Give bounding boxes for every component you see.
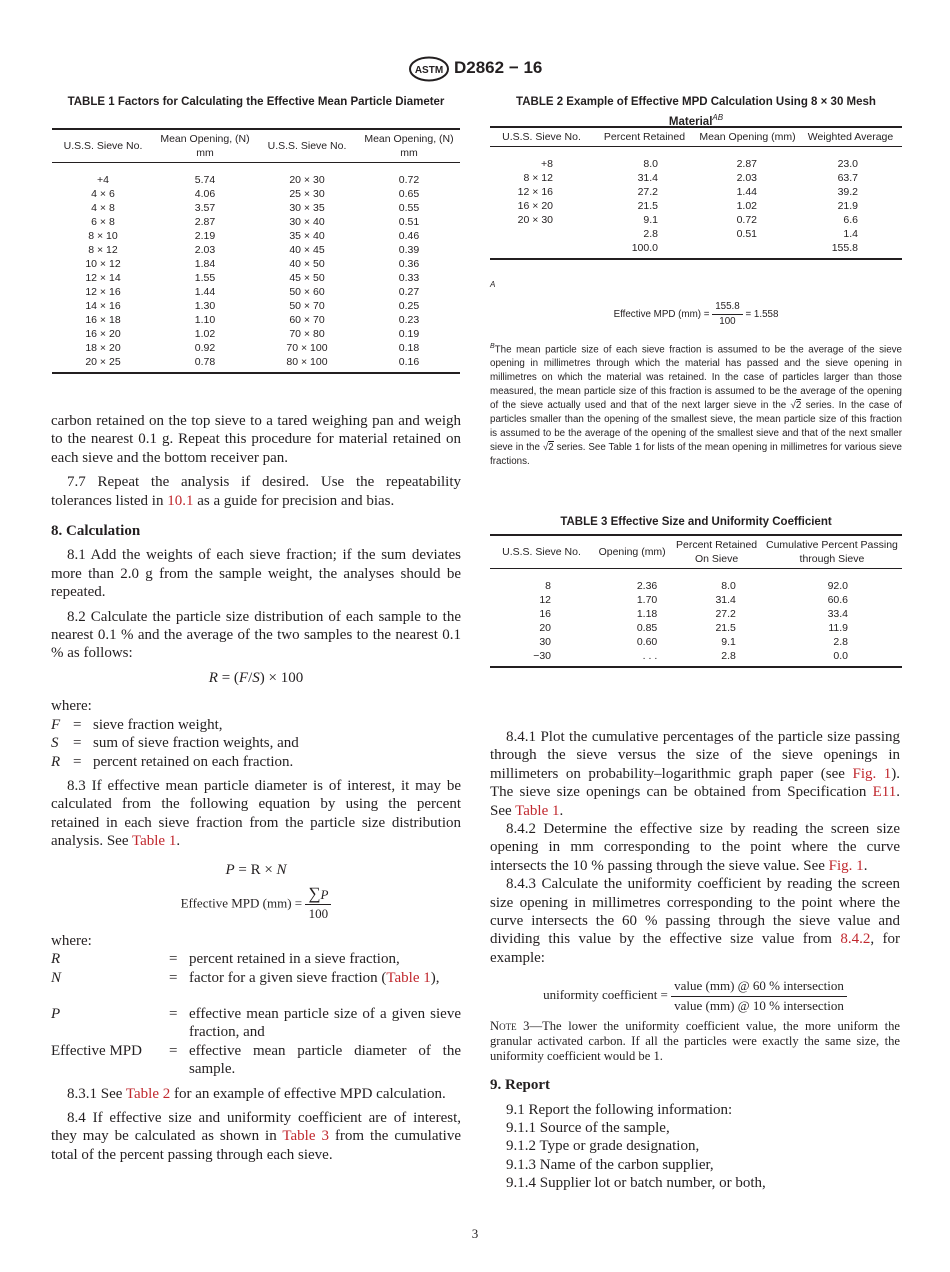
table-cell: 12 × 14 <box>85 272 121 284</box>
eq-slash: / <box>248 669 253 686</box>
table-cell: 11.9 <box>828 622 848 634</box>
table-cell: 9.1 <box>721 636 736 648</box>
table-cell: 0.51 <box>736 228 757 240</box>
where-equals: = <box>73 716 82 733</box>
where-item <box>51 1042 461 1079</box>
paragraph-8-3-1 <box>51 1085 461 1103</box>
eq-mpd-denominator: 100 <box>308 906 329 922</box>
table1-header: U.S.S. Sieve No. <box>52 129 154 163</box>
paragraph-7-7 <box>51 473 461 510</box>
paragraph-8-4-3 <box>490 875 900 967</box>
table-cell: 0.60 <box>636 636 658 648</box>
formula-numerator: 155.8 <box>712 300 743 315</box>
table-cell: 20 × 30 <box>289 174 325 186</box>
uniformity-eq-lhs: uniformity coefficient = <box>543 987 668 1003</box>
eq-mpd-lhs: Effective MPD (mm) = <box>180 895 303 911</box>
table3-header: U.S.S. Sieve No. <box>490 535 593 569</box>
eq-var-p: P <box>225 861 235 878</box>
table3-header: Percent Retained On Sieve <box>671 535 762 569</box>
table-cell: 27.2 <box>637 186 658 198</box>
table2-row <box>490 171 902 185</box>
table-cell: 2.03 <box>194 244 216 256</box>
right-column <box>490 728 900 1193</box>
table-cell <box>696 241 799 259</box>
table-cell: 1.02 <box>194 328 216 340</box>
formula-lhs: Effective MPD (mm) = <box>613 309 710 321</box>
table-cell: 3.57 <box>194 202 216 214</box>
table-cell: 10 × 12 <box>85 258 121 270</box>
table-cell: 8 <box>545 580 551 592</box>
table-cell: 0.85 <box>636 622 658 634</box>
table3 <box>490 534 902 668</box>
table-3-link[interactable]: Table 3 <box>282 1128 329 1145</box>
where-key: S <box>51 735 59 752</box>
table-1-link[interactable]: Table 1 <box>131 833 177 850</box>
table1-row <box>52 173 460 187</box>
where-key: R <box>51 951 61 968</box>
eq-var-n: N <box>276 861 287 878</box>
table2-footnote-b <box>490 340 902 469</box>
footnote-b-part3: series. See Table 1 for lists of the mean opening in millimetres for various sieve fractions. <box>490 442 902 468</box>
left-column <box>51 412 461 1164</box>
table1-row <box>52 341 460 355</box>
where-label: where: <box>51 698 92 715</box>
table2-footnote-a-label: A <box>490 280 496 289</box>
where-value-text: factor for a given sieve fraction ( <box>189 969 387 986</box>
table2-header: U.S.S. Sieve No. <box>490 127 593 147</box>
table-cell: 0.18 <box>398 342 420 354</box>
where-key: R <box>51 753 61 770</box>
eq-var-f: F <box>238 669 249 686</box>
where-item <box>51 716 461 734</box>
where-item <box>51 950 461 968</box>
table1-row <box>52 187 460 201</box>
table-cell: 60 × 70 <box>289 314 325 326</box>
table-cell: 20 × 25 <box>52 355 154 373</box>
table-cell: 2.03 <box>736 172 757 184</box>
table-cell: 2.8 <box>833 636 848 648</box>
paragraph-9-1-3: 9.1.3 Name of the carbon supplier, <box>506 1156 714 1173</box>
table3-row <box>490 607 902 621</box>
table-cell: 1.30 <box>194 300 216 312</box>
footnote-b-part1: The mean particle size of each sieve fraction is assumed to be the average of the sieve opening in millimetres through which the material has passed and the sieve opening in millimetres on which the material was retained. In the case of particles larger than those measured, the mean particle size of this fraction is assumed to be the average of the opening of the sieve actually used and that of the next larger sieve in the <box>490 344 902 412</box>
table-cell: 35 × 40 <box>289 230 325 242</box>
table3-header: Opening (mm) <box>593 535 671 569</box>
where-equals: = <box>169 1005 178 1022</box>
table-cell: 21.9 <box>837 200 858 212</box>
table-cell: 0.92 <box>194 342 216 354</box>
table-cell: 4 × 6 <box>91 188 115 200</box>
where-equals: = <box>73 753 82 770</box>
table-cell: 1.18 <box>636 608 658 620</box>
where-value <box>189 969 461 987</box>
uniformity-numerator: value (mm) @ 60 % intersection <box>671 977 847 996</box>
eq-text: ) × 100 <box>259 669 304 686</box>
table-cell: 30 <box>539 636 551 648</box>
table2 <box>490 126 902 260</box>
table-cell: 155.8 <box>799 241 902 259</box>
table-cell: 92.0 <box>827 580 848 592</box>
table-cell: 6 × 8 <box>91 216 115 228</box>
table1-header: U.S.S. Sieve No. <box>256 129 358 163</box>
table2-header: Percent Retained <box>593 127 696 147</box>
equation-mpd <box>51 885 461 924</box>
table-cell: +4 <box>97 174 109 186</box>
paragraph-continued: carbon retained on the top sieve to a tared weighing pan and weigh to the nearest 0.1 g. Repeat this procedure for material retained on each sieve and the bottom receiver pan. <box>51 413 461 466</box>
table1-row <box>52 257 460 271</box>
table3-row <box>490 621 902 635</box>
table-cell: 33.4 <box>827 608 848 620</box>
where-value: effective mean particle size of a given sieve fraction, and <box>189 1005 461 1041</box>
paragraph-9-1-4: 9.1.4 Supplier lot or batch number, or both, <box>506 1175 766 1192</box>
table1-row <box>52 313 460 327</box>
paragraph-8-3-1-text: 8.3.1 See <box>67 1085 123 1102</box>
table2-caption-text: TABLE 2 Example of Effective MPD Calculation Using 8 × 30 Mesh Material <box>516 96 876 128</box>
table1-header: Mean Opening, (N) mm <box>154 129 256 163</box>
table2-formula <box>490 300 902 329</box>
equation-p <box>51 861 461 879</box>
table-cell: 63.7 <box>837 172 858 184</box>
eq-var-s: S <box>252 669 260 686</box>
where-list-2 <box>51 950 461 1078</box>
paragraph-8-4-2-text: . <box>863 857 868 874</box>
where-key: N <box>51 969 62 986</box>
table-cell: 12 <box>539 594 551 606</box>
table-cell: 4.06 <box>194 188 216 200</box>
where-value: sum of sieve fraction weights, and <box>93 735 299 752</box>
paragraph-8-4-1-text: ). The sieve size openings can be obtained from Specification <box>490 765 901 801</box>
figure-1-link[interactable]: Fig. 1 <box>828 857 864 874</box>
logo-text: ASTM <box>414 65 444 76</box>
where-list-1 <box>51 716 461 771</box>
table-cell: 0.55 <box>398 202 420 214</box>
uniformity-denominator: value (mm) @ 10 % intersection <box>674 997 844 1013</box>
table-cell: 16 × 20 <box>85 328 121 340</box>
where-item <box>51 969 461 987</box>
table-cell: 30 × 40 <box>289 216 325 228</box>
paragraph-8-3-1-text: for an example of effective MPD calculation. <box>174 1085 446 1102</box>
paragraph-8-1: 8.1 Add the weights of each sieve fraction; if the sum deviates more than 2.0 g from the sample weight, the analyses should be repeated. <box>51 547 461 601</box>
table-cell: 0.72 <box>398 174 420 186</box>
table-cell: 0.27 <box>398 286 420 298</box>
table2-row <box>490 213 902 227</box>
sqrt-symbol: √ <box>542 442 549 454</box>
table-cell: 14 × 16 <box>85 300 121 312</box>
paragraph-8-4-1 <box>490 728 900 820</box>
table-cell: . . . <box>593 649 671 667</box>
section-9-title: 9. Report <box>490 1077 550 1094</box>
table-cell <box>490 241 593 259</box>
table-cell: 0.19 <box>398 328 420 340</box>
paragraph-8-4-text: from the cumulative total of the percent passing through each sieve. <box>51 1128 461 1163</box>
where-key: P <box>51 1005 61 1022</box>
table-cell: 39.2 <box>837 186 858 198</box>
table1-row <box>52 215 460 229</box>
eq-var-r: R <box>208 669 218 686</box>
table1-row <box>52 355 460 373</box>
sqrt-value: 2 <box>795 400 802 412</box>
table-cell: 30 × 35 <box>289 202 325 214</box>
table3-row <box>490 593 902 607</box>
paragraph-8-4-1-text: 8.4.1 Plot the cumulative percentages of the particle size passing through the sieve versus the size of the sieve openings in millimeters on probability–logarithmic graph paper (see <box>490 729 900 782</box>
table-cell: 60.6 <box>827 594 848 606</box>
table-cell: 0.65 <box>398 188 420 200</box>
table-cell: 2.87 <box>194 216 216 228</box>
where-item <box>51 1005 461 1042</box>
paragraph-8-4 <box>51 1109 461 1164</box>
table-cell: 1.44 <box>736 186 757 198</box>
where-item <box>51 734 461 752</box>
table-cell: 50 × 60 <box>289 286 325 298</box>
spacer-row <box>52 163 460 174</box>
paragraph-9-1: 9.1 Report the following information: <box>506 1101 733 1118</box>
sqrt-symbol: √ <box>790 400 796 412</box>
table-cell: 12 × 16 <box>85 286 121 298</box>
uniformity-fraction <box>671 977 847 1015</box>
table-cell: 70 × 100 <box>286 342 328 354</box>
table-cell: 0.39 <box>398 244 420 256</box>
sqrt-value: 2 <box>548 442 554 454</box>
where-value: percent retained on each fraction. <box>93 753 294 770</box>
astm-logo-icon <box>408 56 450 82</box>
where-equals: = <box>73 735 82 752</box>
table-cell: 1.84 <box>194 258 216 270</box>
where-item <box>51 753 461 771</box>
spacer-row <box>490 147 902 158</box>
where-equals: = <box>169 969 178 986</box>
paragraph-8-3-text: . <box>176 833 181 850</box>
table-1-link[interactable]: Table 1 <box>515 802 560 819</box>
paragraph-8-4-2-text: 8.4.2 Determine the effective size by reading the screen size opening in mm corresponding to the point where the curve intersects the 10 % passing through the sieve value. See <box>490 821 900 874</box>
table-cell: 0.78 <box>154 355 256 373</box>
table3-header: Cumulative Percent Passing through Sieve <box>762 535 902 569</box>
table-cell: 20 <box>539 622 551 634</box>
table1-caption: TABLE 1 Factors for Calculating the Effective Mean Particle Diameter <box>67 96 445 108</box>
paragraph-8-4-2 <box>490 820 900 875</box>
table3-row <box>490 649 902 667</box>
uniformity-equation <box>490 977 900 1015</box>
table-cell: 1.02 <box>736 200 757 212</box>
table2-header: Mean Opening (mm) <box>696 127 799 147</box>
formula-denominator: 100 <box>719 316 736 327</box>
paragraph-7-7-text: 7.7 Repeat the analysis if desired. Use the repeatability tolerances listed in <box>51 474 461 509</box>
table-cell: 2.87 <box>736 158 757 170</box>
table-2-link[interactable]: Table 2 <box>125 1085 171 1102</box>
note-text: —The lower the uniformity coefficient value, the more uniform the granular activated carbon. If all the particles were exactly the same size, the uniformity coefficient would be 1. <box>490 1019 900 1064</box>
table-cell: 5.74 <box>194 174 216 186</box>
table-cell: 1.55 <box>194 272 216 284</box>
table-cell: 8 × 12 <box>88 244 118 256</box>
table-cell: 2.8 <box>671 649 762 667</box>
table1-row <box>52 243 460 257</box>
table-cell: +8 <box>541 158 553 170</box>
paragraph-9-1-2: 9.1.2 Type or grade designation, <box>506 1138 700 1155</box>
table-cell: 31.4 <box>715 594 736 606</box>
section-8-4-2-link[interactable]: 8.4.2 <box>840 931 871 948</box>
table-cell: 1.10 <box>194 314 216 326</box>
table-cell: 0.33 <box>398 272 420 284</box>
where-key: F <box>51 716 61 733</box>
table-1-link[interactable]: Table 1 <box>386 969 431 986</box>
table2-caption-footnote-ref: AB <box>712 113 724 122</box>
footnote-b-label: B <box>490 343 495 350</box>
eq-text: = ( <box>221 669 239 686</box>
eq-mpd-numerator <box>305 885 331 905</box>
table-cell: 16 × 18 <box>85 314 121 326</box>
table-cell: 16 × 20 <box>517 200 553 212</box>
table1-row <box>52 201 460 215</box>
table3-row <box>490 635 902 649</box>
table-cell: 4 × 8 <box>91 202 115 214</box>
table-cell: 0.36 <box>398 258 420 270</box>
where-value: sieve fraction weight, <box>93 716 223 733</box>
table-cell: 27.2 <box>715 608 736 620</box>
paragraph-8-2: 8.2 Calculate the particle size distribution of each sample to the nearest 0.1 % and the average of the two samples to the nearest 0.1 % as follows: <box>51 608 461 662</box>
where-value: percent retained in a sieve fraction, <box>189 951 400 968</box>
formula-fraction <box>712 300 743 329</box>
table2-row <box>490 227 902 241</box>
paragraph-8-4-1-text: . <box>559 802 564 819</box>
table-cell: 2.36 <box>636 580 658 592</box>
table-cell: 8.0 <box>643 158 658 170</box>
table-cell: 23.0 <box>837 158 858 170</box>
table-cell: 21.5 <box>715 622 736 634</box>
table2-row <box>490 157 902 171</box>
paragraph-8-4-3-text: , for example: <box>490 931 900 966</box>
paragraph-8-3 <box>51 777 461 851</box>
table-cell <box>490 227 593 241</box>
where-value-text: ), <box>430 969 440 986</box>
table-cell: 8 × 10 <box>88 230 118 242</box>
table3-caption: TABLE 3 Effective Size and Uniformity Coefficient <box>560 516 832 528</box>
table1-row <box>52 285 460 299</box>
table-cell: 16 <box>539 608 551 620</box>
table-cell: 40 × 45 <box>289 244 325 256</box>
paragraph-8-4-1-text: . See <box>490 784 900 819</box>
formula-rhs: = 1.558 <box>745 309 779 321</box>
table-cell: 2.19 <box>194 230 216 242</box>
table-cell: −30 <box>490 649 593 667</box>
section-8-title: 8. Calculation <box>51 523 141 540</box>
note-3 <box>490 1019 900 1064</box>
table-cell: 2.8 <box>643 228 658 240</box>
table-cell: 0.0 <box>762 649 902 667</box>
table-cell: 0.72 <box>736 214 757 226</box>
table-cell: 1.70 <box>636 594 658 606</box>
table-cell: 1.4 <box>843 228 858 240</box>
table1-row <box>52 327 460 341</box>
eq-text: = R × <box>238 861 277 878</box>
table-cell: 40 × 50 <box>289 258 325 270</box>
paragraph-9-1-1: 9.1.1 Source of the sample, <box>506 1119 670 1136</box>
table-cell: 80 × 100 <box>256 355 358 373</box>
table2-caption <box>490 95 902 130</box>
document-number: D2862 − 16 <box>454 58 543 77</box>
note-label: Note 3 <box>490 1019 530 1034</box>
table2-row <box>490 199 902 213</box>
table-cell: 8.0 <box>721 580 736 592</box>
table-cell: 20 × 30 <box>517 214 553 226</box>
spacer-row <box>490 569 902 580</box>
table-cell: 1.44 <box>194 286 216 298</box>
table-cell: 0.16 <box>358 355 460 373</box>
table1-row <box>52 271 460 285</box>
sum-symbol: ∑ <box>308 883 321 903</box>
page-number: 3 <box>471 1226 479 1241</box>
table-cell: 0.46 <box>398 230 420 242</box>
where-value: effective mean particle diameter of the sample. <box>189 1042 461 1078</box>
spec-e11-link[interactable]: E11 <box>872 784 897 801</box>
table1-row <box>52 229 460 243</box>
footnote-b-part2: series. In the case of particles smaller than the opening of the smallest sieve, the mean particle size of this fraction is assumed to be the average of the opening of the smallest sieve and that of the next smaller sieve in the <box>490 400 902 454</box>
table2-row <box>490 185 902 199</box>
table1-row <box>52 299 460 313</box>
table-cell: 0.25 <box>398 300 420 312</box>
table-cell: 8 × 12 <box>523 172 553 184</box>
figure-1-link[interactable]: Fig. 1 <box>852 765 892 782</box>
table-cell: 25 × 30 <box>289 188 325 200</box>
where-label: where: <box>51 932 92 949</box>
where-key: Effective MPD <box>51 1042 142 1059</box>
table-cell: 9.1 <box>643 214 658 226</box>
table1 <box>52 128 460 374</box>
paragraph-8-3-text: 8.3 If effective mean particle diameter is of interest, it may be calculated from the following equation by using the percent retained in each sieve fraction from the particle size distribution analysis. See <box>51 777 461 850</box>
paragraph-7-7-text: as a guide for precision and bias. <box>197 492 395 509</box>
section-10-1-link[interactable]: 10.1 <box>167 492 194 509</box>
table-cell: 50 × 70 <box>289 300 325 312</box>
table1-header: Mean Opening, (N) mm <box>358 129 460 163</box>
table-cell: 18 × 20 <box>85 342 121 354</box>
table-cell: 31.4 <box>637 172 658 184</box>
table-cell: 0.23 <box>398 314 420 326</box>
paragraph-8-4-3-text: 8.4.3 Calculate the uniformity coefficient by reading the screen size opening in millimetres corresponding to the point where the curve intersects the 60 % passing through the sieve value and dividing this value by the effective size value from <box>490 876 900 948</box>
table-cell: 70 × 80 <box>289 328 325 340</box>
where-equals: = <box>169 1042 178 1059</box>
eq-mpd-fraction <box>305 885 331 924</box>
where-equals: = <box>169 951 178 968</box>
eq-var-p: P <box>320 886 329 902</box>
table-cell: 0.51 <box>398 216 420 228</box>
table2-row <box>490 241 902 259</box>
table-cell: 21.5 <box>637 200 658 212</box>
table-cell: 45 × 50 <box>289 272 325 284</box>
table-cell: 100.0 <box>593 241 696 259</box>
table2-header: Weighted Average <box>799 127 902 147</box>
table-cell: 12 × 16 <box>517 186 553 198</box>
table-cell: 6.6 <box>843 214 858 226</box>
page-header <box>0 56 950 84</box>
equation-r <box>51 669 461 687</box>
paragraph-8-4-text: 8.4 If effective size and uniformity coefficient are of interest, they may be calculated as shown in <box>51 1110 461 1145</box>
table3-row <box>490 579 902 593</box>
